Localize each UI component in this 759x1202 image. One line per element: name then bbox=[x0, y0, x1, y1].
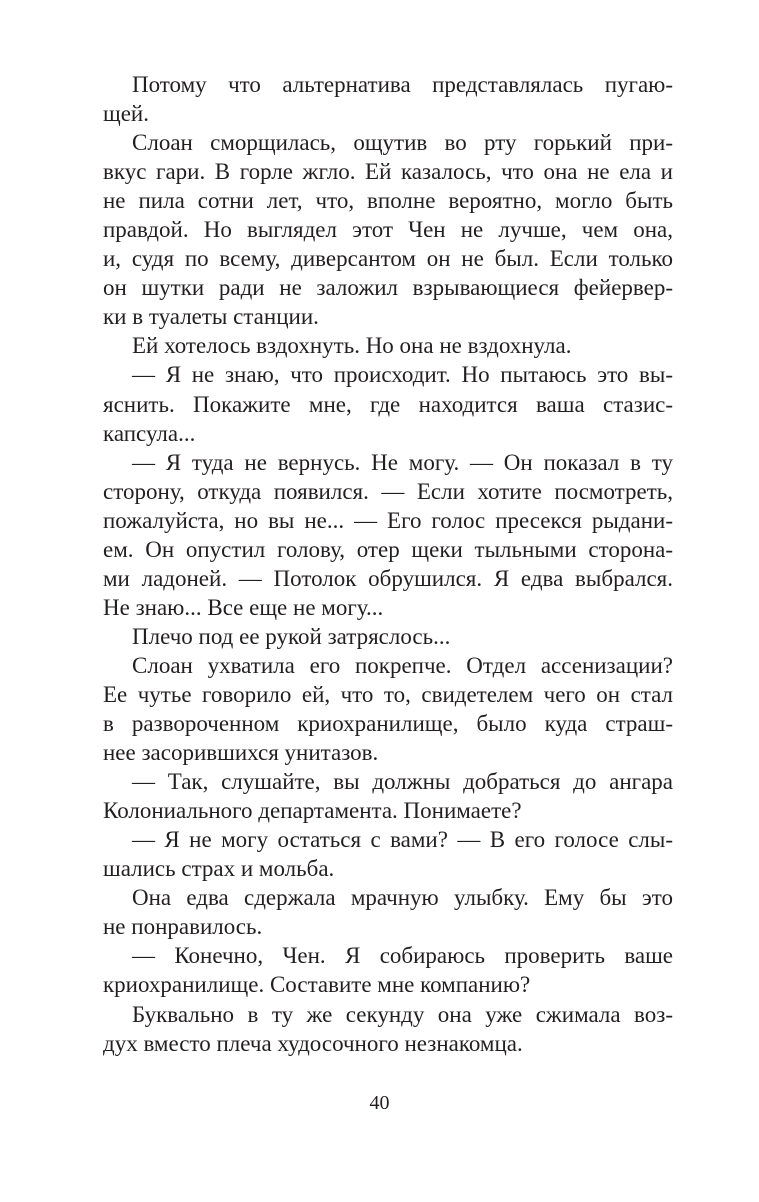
text-line: капсула... bbox=[103, 420, 196, 446]
text-line: ми ладоней. — Потолок обрушился. Я едва выбрался. bbox=[103, 565, 673, 591]
text-line: ки в туалеты станции. bbox=[103, 304, 319, 330]
text-line: ем. Он опустил голову, отер щеки тыльными сторона- bbox=[103, 536, 673, 562]
text-line: Ее чутье говорило ей, что то, свидетелем чего он стал bbox=[103, 681, 673, 707]
text-line: и, судя по всему, диверсантом он не был. Если только bbox=[103, 246, 673, 272]
text-line: Буквально в ту же секунду она уже сжимала воз- bbox=[132, 1001, 673, 1027]
body-text bbox=[103, 70, 673, 1058]
text-line: — Так, слушайте, вы должны добраться до ангара bbox=[132, 769, 673, 795]
text-line: Потому что альтернатива представлялась пугаю- bbox=[132, 72, 673, 97]
text-line: — Я туда не вернусь. Не могу. — Он показал в ту bbox=[132, 449, 673, 475]
text-line: Она едва сдержала мрачную улыбку. Ему бы это bbox=[132, 885, 673, 911]
page-number: 40 bbox=[369, 1092, 390, 1114]
text-line: нее засорившихся унитазов. bbox=[103, 740, 379, 766]
text-line: сторону, откуда появился. — Если хотите посмотреть, bbox=[103, 478, 673, 504]
text-line: дух вместо плеча худосочного незнакомца. bbox=[103, 1030, 523, 1056]
text-line: Колониального департамента. Понимаете? bbox=[103, 798, 522, 824]
text-line: не понравилось. bbox=[103, 914, 263, 940]
text-line: криохранилище. Составите мне компанию? bbox=[103, 972, 531, 998]
text-line: — Я не знаю, что происходит. Но пытаюсь это вы- bbox=[132, 362, 673, 388]
text-line: он шутки ради не заложил взрывающиеся фейервер- bbox=[103, 275, 673, 301]
text-line: Слоан сморщилась, ощутив во рту горький при- bbox=[132, 130, 673, 156]
text-line: в развороченном криохранилище, было куда страш- bbox=[103, 711, 673, 737]
text-line: вкус гари. В горле жгло. Ей казалось, что она не ела и bbox=[103, 159, 673, 185]
text-line: пожалуйста, но вы не... — Его голос пресекся рыдани- bbox=[103, 507, 673, 533]
text-line: — Я не могу остаться с вами? — В его голосе слы- bbox=[132, 827, 673, 853]
text-line: яснить. Покажите мне, где находится ваша стазис- bbox=[103, 391, 673, 417]
text-line: Плечо под ее рукой затряслось... bbox=[132, 623, 451, 649]
text-line: Не знаю... Все еще не могу... bbox=[103, 594, 384, 620]
text-line: правдой. Но выглядел этот Чен не лучше, чем она, bbox=[103, 217, 673, 243]
text-line: — Конечно, Чен. Я собираюсь проверить ваше bbox=[132, 943, 673, 969]
text-line: шались страх и мольба. bbox=[103, 856, 335, 882]
text-line: не пила сотни лет, что, вполне вероятно, могло быть bbox=[103, 188, 673, 214]
text-line: Слоан ухватила его покрепче. Отдел ассенизации? bbox=[132, 652, 673, 678]
text-line: щей. bbox=[103, 101, 149, 127]
text-line: Ей хотелось вздохнуть. Но она не вздохнула. bbox=[132, 333, 572, 359]
